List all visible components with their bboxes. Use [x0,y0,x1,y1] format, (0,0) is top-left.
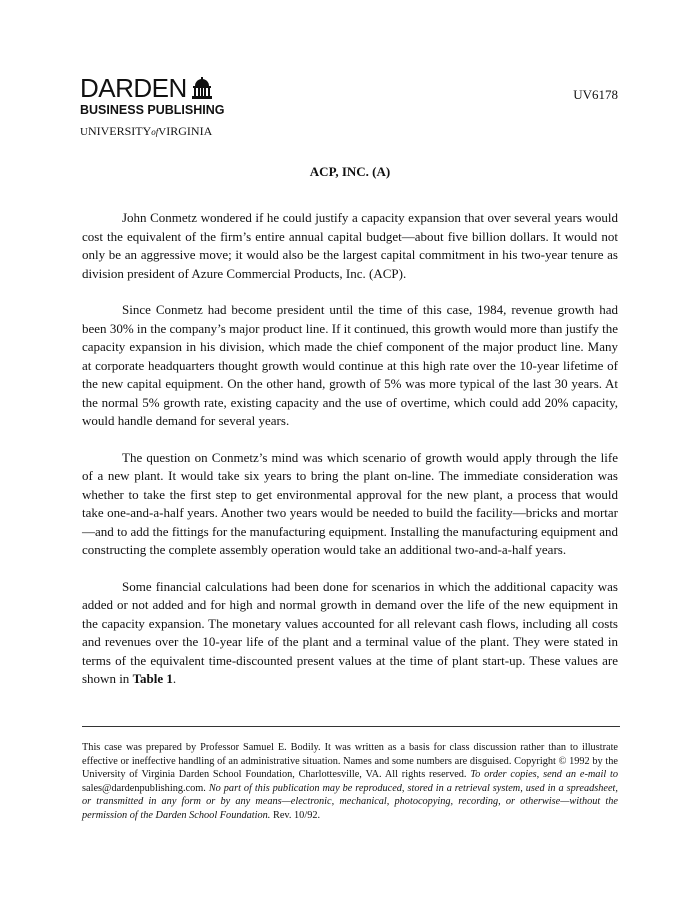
paragraph-last: Some financial calculations had been done for scenarios in which the additional capacity was added or not added and for high and normal growth in demand over the life of the new equipment in the capacity expansion. The monetary values accounted for all relevant cash flows, including all costs and revenues over the 10-year life of the plant and a terminal value of the plant. They were stated in terms of the equivalent time-discounted present values at the time of plant start-up. These values are shown in Table 1. [82,578,618,686]
table-reference: Table 1 [132,671,173,686]
case-number: UV6178 [573,87,618,102]
logo-university-of-virginia: UNIVERSITYofVIRGINIA [80,124,213,138]
paragraph: John Conmetz wondered if he could justify a capacity expansion that over several years would cost the equivalent of the firm’s entire annual capital budget—about five billion dollars. It would not only be an aggressive move; it would also be the largest capital commitment in his two-year tenure as division president of Azure Commercial Products, Inc. (ACP). [82,210,618,281]
footnote: This case was prepared by Professor Samuel E. Bodily. It was written as a basis for class discussion rather than to illustrate effective or ineffective handling of an administrative situation. Names and some numbers are disguised. Copyright © 1992 by the University of Virginia Darden School Foundation, Charlottesville, VA. All rights reserved. To order copies, send an e-mail to sales@dardenpublishing.com. No part of this publication may be reproduced, stored in a retrieval system, used in a spreadsheet, or transmitted in any form or by any means—electronic, mechanical, photocopying, recording, or otherwise—without the permission of the Darden School Foundation. Rev. 10/92. [82,742,618,821]
logo-darden-text: DARDEN [80,73,187,103]
document-body [82,209,618,707]
paragraph: Since Conmetz had become president until the time of this case, 1984, revenue growth had been 30% in the company’s major product line. If it continued, this growth would more than justify the capacity expansion in his division, which made the chief component of the major product line. Many at corporate headquarters thought growth would continue at this high rate over the 10-year lifetime of the new capital equipment. On the other hand, growth of 5% was more typical of the last 30 years. At the normal 5% growth rate, existing capacity and the use of overtime, which could add 20% capacity, would handle demand for several years. [82,302,618,428]
paragraph: The question on Conmetz’s mind was which scenario of growth would apply through the life of a new plant. It would take six years to bring the plant on-line. The immediate consideration was whether to take the first step to get environmental approval for the new plant, a process that would take one-and-a-half years. Another two years would be needed to build the facility—bricks and mortar—and to add the fittings for the manufacturing equipment. Installing the manufacturing equipment and constructing the complete assembly operation would take an additional two-and-a-half years. [82,449,618,557]
footnote-divider [82,726,620,727]
email-address: sales@dardenpublishing.com [82,782,204,794]
rotunda-icon [191,77,213,99]
darden-logo [80,74,230,139]
document-title: ACP, INC. (A) [309,164,391,179]
logo-business-publishing: BUSINESS PUBLISHING [80,103,225,117]
